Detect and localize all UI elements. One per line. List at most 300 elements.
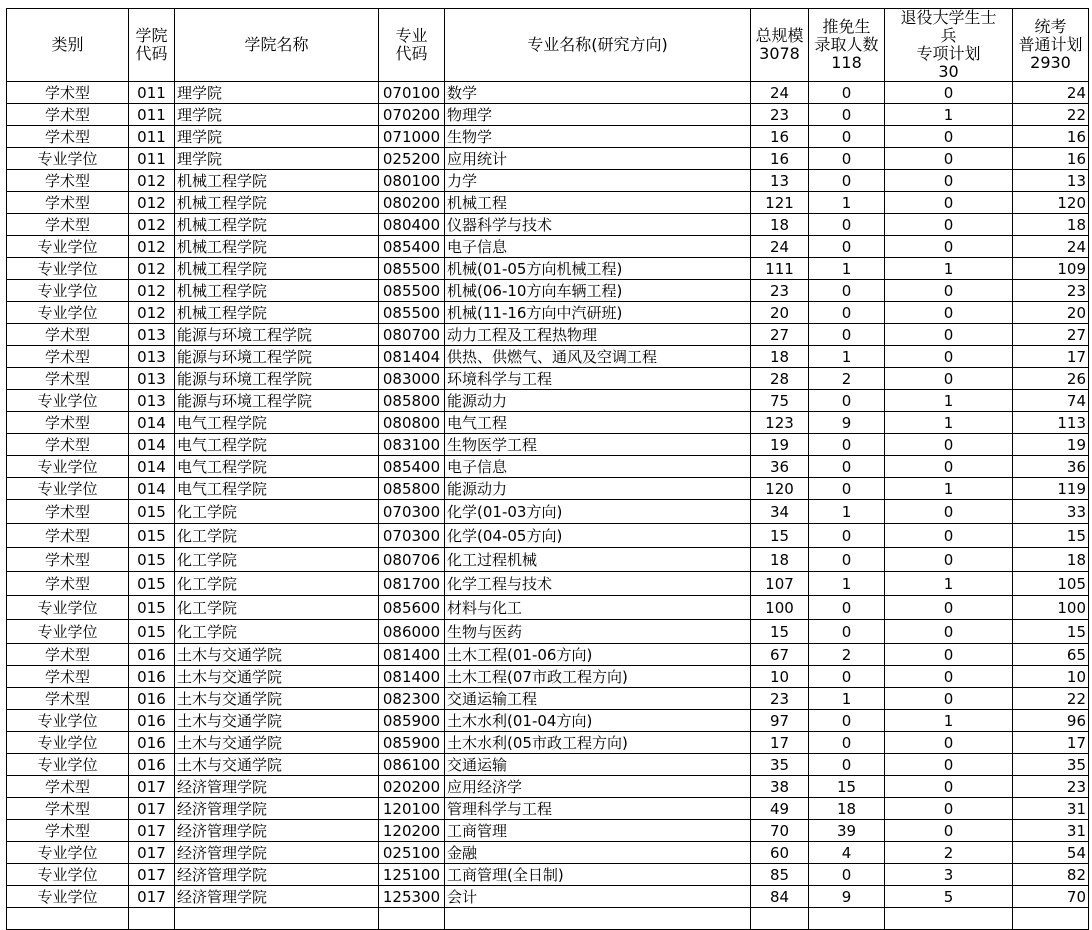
cell-veteran: 0	[885, 192, 1013, 214]
cell-total: 67	[751, 644, 809, 666]
cell-category: 学术型	[7, 644, 129, 666]
cell-exempt: 0	[809, 104, 885, 126]
cell-category: 学术型	[7, 572, 129, 596]
cell-college-name: 机械工程学院	[175, 214, 379, 236]
cell-college-code: 015	[129, 524, 175, 548]
cell-unified: 10	[1013, 666, 1089, 688]
cell-college-code: 012	[129, 192, 175, 214]
cell-category: 专业学位	[7, 754, 129, 776]
cell-exempt: 0	[809, 214, 885, 236]
cell-major-name: 会计	[445, 886, 751, 908]
cell-veteran: 0	[885, 236, 1013, 258]
cell-exempt: 0	[809, 456, 885, 478]
cell-unified: 19	[1013, 434, 1089, 456]
cell-veteran: 1	[885, 710, 1013, 732]
cell-exempt: 15	[809, 776, 885, 798]
cell-veteran: 2	[885, 842, 1013, 864]
cell-total: 16	[751, 148, 809, 170]
cell-total: 85	[751, 864, 809, 886]
cell-veteran: 1	[885, 390, 1013, 412]
table-row	[7, 754, 1089, 776]
cell-exempt	[809, 908, 885, 930]
cell-major-code: 085500	[379, 280, 445, 302]
cell-veteran: 1	[885, 412, 1013, 434]
cell-unified: 113	[1013, 412, 1089, 434]
cell-total: 121	[751, 192, 809, 214]
cell-category: 学术型	[7, 192, 129, 214]
cell-major-name	[445, 908, 751, 930]
cell-exempt: 0	[809, 732, 885, 754]
cell-major-code: 125100	[379, 864, 445, 886]
cell-college-name: 经济管理学院	[175, 886, 379, 908]
cell-total: 123	[751, 412, 809, 434]
cell-unified: 22	[1013, 688, 1089, 710]
table-row	[7, 368, 1089, 390]
cell-major-name: 生物与医药	[445, 620, 751, 644]
cell-major-name: 生物学	[445, 126, 751, 148]
cell-exempt: 1	[809, 346, 885, 368]
cell-major-name: 土木工程(07市政工程方向)	[445, 666, 751, 688]
cell-category: 专业学位	[7, 148, 129, 170]
table-row	[7, 192, 1089, 214]
table-row	[7, 126, 1089, 148]
cell-veteran: 1	[885, 104, 1013, 126]
cell-major-name: 土木工程(01-06方向)	[445, 644, 751, 666]
cell-college-name: 机械工程学院	[175, 280, 379, 302]
cell-unified: 24	[1013, 82, 1089, 104]
cell-exempt: 9	[809, 886, 885, 908]
cell-major-code: 080100	[379, 170, 445, 192]
cell-major-code: 080700	[379, 324, 445, 346]
cell-major-code: 083000	[379, 368, 445, 390]
cell-total: 24	[751, 82, 809, 104]
cell-total: 10	[751, 666, 809, 688]
cell-unified: 23	[1013, 280, 1089, 302]
cell-category: 专业学位	[7, 842, 129, 864]
cell-category: 专业学位	[7, 886, 129, 908]
cell-unified: 31	[1013, 798, 1089, 820]
cell-category: 学术型	[7, 82, 129, 104]
cell-veteran: 0	[885, 500, 1013, 524]
cell-veteran: 0	[885, 324, 1013, 346]
cell-veteran: 5	[885, 886, 1013, 908]
cell-major-name: 机械(01-05方向机械工程)	[445, 258, 751, 280]
cell-college-code: 013	[129, 346, 175, 368]
cell-total: 18	[751, 548, 809, 572]
cell-category: 专业学位	[7, 864, 129, 886]
cell-major-name: 力学	[445, 170, 751, 192]
cell-veteran: 0	[885, 82, 1013, 104]
cell-category: 学术型	[7, 368, 129, 390]
cell-college-code: 017	[129, 798, 175, 820]
cell-total: 18	[751, 214, 809, 236]
cell-veteran: 0	[885, 346, 1013, 368]
cell-veteran: 0	[885, 688, 1013, 710]
cell-exempt: 0	[809, 390, 885, 412]
cell-college-name: 化工学院	[175, 524, 379, 548]
cell-exempt: 0	[809, 82, 885, 104]
cell-total: 111	[751, 258, 809, 280]
cell-major-name: 管理科学与工程	[445, 798, 751, 820]
cell-major-name: 工商管理(全日制)	[445, 864, 751, 886]
cell-major-name: 土木水利(05市政工程方向)	[445, 732, 751, 754]
cell-college-code: 013	[129, 324, 175, 346]
cell-major-code: 081404	[379, 346, 445, 368]
table-row	[7, 258, 1089, 280]
cell-category: 专业学位	[7, 390, 129, 412]
cell-category: 学术型	[7, 820, 129, 842]
header-total: 总规模 3078	[751, 9, 809, 82]
table-row	[7, 776, 1089, 798]
cell-college-name: 机械工程学院	[175, 192, 379, 214]
cell-unified: 24	[1013, 236, 1089, 258]
cell-major-name: 能源动力	[445, 390, 751, 412]
cell-major-name: 化学工程与技术	[445, 572, 751, 596]
cell-category: 学术型	[7, 500, 129, 524]
table-row	[7, 214, 1089, 236]
cell-major-code: 025100	[379, 842, 445, 864]
cell-college-name: 经济管理学院	[175, 798, 379, 820]
cell-total: 20	[751, 302, 809, 324]
cell-college-name: 理学院	[175, 82, 379, 104]
cell-unified: 18	[1013, 548, 1089, 572]
cell-unified: 74	[1013, 390, 1089, 412]
cell-major-code: 085500	[379, 258, 445, 280]
cell-college-code: 014	[129, 434, 175, 456]
table-row	[7, 236, 1089, 258]
cell-major-name: 电气工程	[445, 412, 751, 434]
cell-veteran: 0	[885, 214, 1013, 236]
table-row	[7, 280, 1089, 302]
cell-major-code: 070300	[379, 524, 445, 548]
cell-major-name: 能源动力	[445, 478, 751, 500]
cell-category: 学术型	[7, 666, 129, 688]
cell-college-code: 015	[129, 596, 175, 620]
cell-category: 学术型	[7, 170, 129, 192]
cell-major-name: 交通运输工程	[445, 688, 751, 710]
cell-college-code: 016	[129, 666, 175, 688]
cell-exempt: 0	[809, 434, 885, 456]
cell-major-name: 供热、供燃气、通风及空调工程	[445, 346, 751, 368]
cell-exempt: 0	[809, 710, 885, 732]
cell-exempt: 0	[809, 524, 885, 548]
cell-exempt: 4	[809, 842, 885, 864]
table-row	[7, 412, 1089, 434]
cell-total: 38	[751, 776, 809, 798]
cell-total: 84	[751, 886, 809, 908]
cell-college-name: 经济管理学院	[175, 842, 379, 864]
cell-exempt: 0	[809, 148, 885, 170]
cell-total: 19	[751, 434, 809, 456]
cell-college-code: 017	[129, 864, 175, 886]
cell-college-code: 011	[129, 104, 175, 126]
cell-college-code: 017	[129, 776, 175, 798]
cell-exempt: 0	[809, 596, 885, 620]
cell-major-code: 080200	[379, 192, 445, 214]
cell-major-name: 化工过程机械	[445, 548, 751, 572]
cell-college-name: 机械工程学院	[175, 302, 379, 324]
cell-major-name: 金融	[445, 842, 751, 864]
cell-major-name: 环境科学与工程	[445, 368, 751, 390]
cell-college-name: 能源与环境工程学院	[175, 324, 379, 346]
cell-college-code: 014	[129, 456, 175, 478]
cell-college-name: 理学院	[175, 104, 379, 126]
cell-major-name: 化学(01-03方向)	[445, 500, 751, 524]
cell-major-code: 086000	[379, 620, 445, 644]
cell-college-name: 能源与环境工程学院	[175, 368, 379, 390]
cell-college-code: 011	[129, 126, 175, 148]
cell-exempt: 2	[809, 644, 885, 666]
table-row	[7, 302, 1089, 324]
cell-veteran: 0	[885, 524, 1013, 548]
cell-veteran: 1	[885, 572, 1013, 596]
cell-total: 97	[751, 710, 809, 732]
cell-unified: 70	[1013, 886, 1089, 908]
table-row	[7, 798, 1089, 820]
cell-veteran: 0	[885, 456, 1013, 478]
cell-college-code: 012	[129, 236, 175, 258]
cell-category: 专业学位	[7, 302, 129, 324]
cell-total: 24	[751, 236, 809, 258]
cell-category: 学术型	[7, 688, 129, 710]
cell-category: 学术型	[7, 798, 129, 820]
cell-veteran: 0	[885, 368, 1013, 390]
cell-category: 学术型	[7, 524, 129, 548]
cell-unified: 23	[1013, 776, 1089, 798]
table-row	[7, 572, 1089, 596]
cell-major-name: 应用统计	[445, 148, 751, 170]
cell-major-code: 081400	[379, 644, 445, 666]
cell-unified: 17	[1013, 732, 1089, 754]
cell-college-name: 土木与交通学院	[175, 754, 379, 776]
cell-major-name: 材料与化工	[445, 596, 751, 620]
cell-total: 120	[751, 478, 809, 500]
cell-major-code: 085500	[379, 302, 445, 324]
cell-college-name: 化工学院	[175, 500, 379, 524]
cell-college-code: 012	[129, 302, 175, 324]
table-row	[7, 666, 1089, 688]
cell-total: 23	[751, 104, 809, 126]
cell-college-name: 机械工程学院	[175, 258, 379, 280]
cell-category: 学术型	[7, 776, 129, 798]
cell-total: 35	[751, 754, 809, 776]
cell-major-code: 083100	[379, 434, 445, 456]
cell-veteran: 0	[885, 798, 1013, 820]
cell-unified: 17	[1013, 346, 1089, 368]
table-row	[7, 864, 1089, 886]
cell-exempt: 1	[809, 572, 885, 596]
cell-exempt: 1	[809, 688, 885, 710]
cell-college-name: 电气工程学院	[175, 434, 379, 456]
cell-total: 16	[751, 126, 809, 148]
table-row	[7, 434, 1089, 456]
table-row	[7, 390, 1089, 412]
cell-veteran: 0	[885, 302, 1013, 324]
cell-college-name: 化工学院	[175, 596, 379, 620]
cell-unified: 18	[1013, 214, 1089, 236]
cell-college-code: 016	[129, 754, 175, 776]
cell-major-code: 070100	[379, 82, 445, 104]
cell-major-name: 机械(06-10方向车辆工程)	[445, 280, 751, 302]
header-major-name: 专业名称(研究方向)	[445, 9, 751, 82]
cell-major-code: 085800	[379, 390, 445, 412]
cell-college-name: 理学院	[175, 148, 379, 170]
header-exempt: 推免生 录取人数 118	[809, 9, 885, 82]
cell-veteran: 0	[885, 148, 1013, 170]
cell-major-code: 086100	[379, 754, 445, 776]
cell-total: 15	[751, 524, 809, 548]
cell-unified: 35	[1013, 754, 1089, 776]
cell-category: 专业学位	[7, 710, 129, 732]
cell-category: 学术型	[7, 104, 129, 126]
table-row	[7, 908, 1089, 930]
cell-veteran: 0	[885, 126, 1013, 148]
cell-college-name	[175, 908, 379, 930]
table-row	[7, 456, 1089, 478]
cell-category: 专业学位	[7, 280, 129, 302]
cell-major-code: 025200	[379, 148, 445, 170]
cell-major-code: 085900	[379, 732, 445, 754]
table-row	[7, 820, 1089, 842]
table-row	[7, 644, 1089, 666]
cell-major-code: 070300	[379, 500, 445, 524]
cell-unified: 119	[1013, 478, 1089, 500]
header-unified: 统考 普通计划 2930	[1013, 9, 1089, 82]
cell-major-code: 085600	[379, 596, 445, 620]
cell-major-code: 120100	[379, 798, 445, 820]
cell-major-code: 120200	[379, 820, 445, 842]
cell-college-name: 理学院	[175, 126, 379, 148]
cell-unified: 105	[1013, 572, 1089, 596]
cell-major-code: 081400	[379, 666, 445, 688]
cell-college-name: 土木与交通学院	[175, 732, 379, 754]
cell-college-name: 电气工程学院	[175, 478, 379, 500]
cell-college-name: 经济管理学院	[175, 820, 379, 842]
cell-category: 专业学位	[7, 596, 129, 620]
cell-veteran	[885, 908, 1013, 930]
cell-unified: 120	[1013, 192, 1089, 214]
cell-veteran: 0	[885, 732, 1013, 754]
enrollment-plan-table	[6, 8, 1089, 930]
cell-exempt: 0	[809, 478, 885, 500]
cell-exempt: 9	[809, 412, 885, 434]
cell-college-code: 015	[129, 620, 175, 644]
cell-total	[751, 908, 809, 930]
cell-major-code: 085800	[379, 478, 445, 500]
cell-major-code: 081700	[379, 572, 445, 596]
cell-unified: 13	[1013, 170, 1089, 192]
cell-category: 学术型	[7, 434, 129, 456]
cell-college-name: 电气工程学院	[175, 456, 379, 478]
cell-category: 学术型	[7, 126, 129, 148]
cell-major-name: 数学	[445, 82, 751, 104]
table-row	[7, 596, 1089, 620]
cell-college-name: 机械工程学院	[175, 170, 379, 192]
cell-unified: 82	[1013, 864, 1089, 886]
cell-total: 15	[751, 620, 809, 644]
cell-major-code: 082300	[379, 688, 445, 710]
cell-category: 专业学位	[7, 478, 129, 500]
cell-veteran: 0	[885, 434, 1013, 456]
cell-college-code: 016	[129, 732, 175, 754]
cell-college-code: 014	[129, 478, 175, 500]
cell-exempt: 0	[809, 754, 885, 776]
cell-college-code: 012	[129, 280, 175, 302]
cell-college-name: 经济管理学院	[175, 776, 379, 798]
cell-exempt: 2	[809, 368, 885, 390]
cell-total: 70	[751, 820, 809, 842]
cell-total: 23	[751, 688, 809, 710]
cell-major-name: 化学(04-05方向)	[445, 524, 751, 548]
table-row	[7, 82, 1089, 104]
cell-college-name: 经济管理学院	[175, 864, 379, 886]
cell-unified: 26	[1013, 368, 1089, 390]
table-row	[7, 524, 1089, 548]
cell-exempt: 0	[809, 666, 885, 688]
cell-college-code: 012	[129, 214, 175, 236]
cell-total: 49	[751, 798, 809, 820]
cell-unified: 15	[1013, 524, 1089, 548]
header-row	[7, 9, 1089, 82]
cell-major-name: 物理学	[445, 104, 751, 126]
cell-exempt: 0	[809, 548, 885, 572]
cell-exempt: 39	[809, 820, 885, 842]
cell-exempt: 0	[809, 864, 885, 886]
cell-total: 28	[751, 368, 809, 390]
cell-exempt: 1	[809, 192, 885, 214]
cell-college-code: 017	[129, 820, 175, 842]
table-row	[7, 688, 1089, 710]
table-row	[7, 548, 1089, 572]
cell-unified: 100	[1013, 596, 1089, 620]
cell-total: 23	[751, 280, 809, 302]
cell-college-code: 013	[129, 390, 175, 412]
cell-college-code: 011	[129, 82, 175, 104]
cell-major-name: 动力工程及工程热物理	[445, 324, 751, 346]
cell-unified: 65	[1013, 644, 1089, 666]
cell-category: 学术型	[7, 412, 129, 434]
table-row	[7, 104, 1089, 126]
cell-category: 专业学位	[7, 620, 129, 644]
cell-unified: 22	[1013, 104, 1089, 126]
cell-exempt: 0	[809, 620, 885, 644]
cell-college-code: 015	[129, 548, 175, 572]
cell-unified: 15	[1013, 620, 1089, 644]
cell-total: 60	[751, 842, 809, 864]
cell-unified: 27	[1013, 324, 1089, 346]
cell-college-name: 机械工程学院	[175, 236, 379, 258]
cell-college-code: 014	[129, 412, 175, 434]
cell-college-name: 能源与环境工程学院	[175, 390, 379, 412]
cell-category: 专业学位	[7, 456, 129, 478]
cell-major-name: 机械工程	[445, 192, 751, 214]
cell-college-code: 017	[129, 886, 175, 908]
cell-exempt: 0	[809, 126, 885, 148]
table-row	[7, 620, 1089, 644]
cell-unified: 96	[1013, 710, 1089, 732]
cell-veteran: 1	[885, 478, 1013, 500]
header-veteran: 退役大学生士 兵 专项计划 30	[885, 9, 1013, 82]
cell-total: 34	[751, 500, 809, 524]
cell-veteran: 0	[885, 666, 1013, 688]
table-row	[7, 148, 1089, 170]
cell-major-code: 020200	[379, 776, 445, 798]
cell-category: 专业学位	[7, 258, 129, 280]
cell-unified: 33	[1013, 500, 1089, 524]
cell-total: 13	[751, 170, 809, 192]
cell-college-code	[129, 908, 175, 930]
cell-college-name: 化工学院	[175, 548, 379, 572]
